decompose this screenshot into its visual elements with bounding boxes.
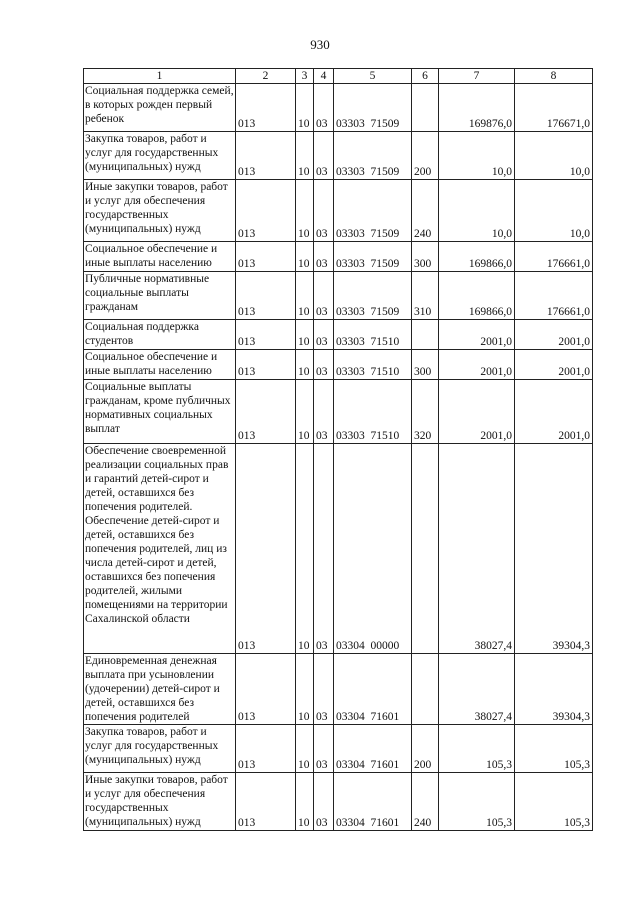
table-row [84, 132, 593, 180]
row-name: Иные закупки товаров, работ и услуг для обеспечения государственных (муниципальных) нужд [84, 180, 236, 242]
row-expense-type-code: 200 [412, 725, 439, 773]
row-section-code: 10 [296, 320, 314, 350]
header-row [84, 69, 593, 84]
row-expense-type-code: 310 [412, 272, 439, 320]
row-section-code: 10 [296, 84, 314, 132]
row-amount-1: 10,0 [439, 180, 515, 242]
row-target-code: 03303 71509 [334, 242, 412, 272]
row-subsection-code: 03 [314, 132, 334, 180]
table-row [84, 654, 593, 725]
row-expense-type-code [412, 444, 439, 654]
row-amount-1: 105,3 [439, 773, 515, 831]
table-row [84, 84, 593, 132]
row-ministry-code: 013 [236, 725, 296, 773]
row-name: Обеспечение своевременной реализации социальных прав и гарантий детей-сирот и детей, оставшихся без попечения родителей. Обеспечение детей-сирот и детей, оставшихся без попечения родителей, лиц из числа детей-сирот и детей, оставшихся без попечения родителей, жилыми помещениями на территории Сахалинской области [84, 444, 236, 654]
row-name: Социальные выплаты гражданам, кроме публичных нормативных социальных выплат [84, 380, 236, 444]
row-ministry-code: 013 [236, 272, 296, 320]
budget-table [83, 68, 593, 831]
column-header: 5 [334, 69, 412, 84]
row-subsection-code: 03 [314, 444, 334, 654]
row-amount-2: 105,3 [515, 773, 593, 831]
row-amount-2: 2001,0 [515, 380, 593, 444]
row-amount-1: 169876,0 [439, 84, 515, 132]
row-section-code: 10 [296, 725, 314, 773]
row-subsection-code: 03 [314, 320, 334, 350]
row-target-code: 03303 71509 [334, 180, 412, 242]
table-row [84, 272, 593, 320]
row-section-code: 10 [296, 380, 314, 444]
row-section-code: 10 [296, 180, 314, 242]
row-expense-type-code: 300 [412, 242, 439, 272]
row-ministry-code: 013 [236, 242, 296, 272]
row-amount-2: 2001,0 [515, 350, 593, 380]
row-ministry-code: 013 [236, 320, 296, 350]
table-body [84, 69, 593, 831]
row-target-code: 03303 71510 [334, 320, 412, 350]
row-expense-type-code [412, 84, 439, 132]
page-number: 930 [310, 37, 330, 52]
row-expense-type-code: 300 [412, 350, 439, 380]
row-amount-2: 176661,0 [515, 272, 593, 320]
row-name: Социальное обеспечение и иные выплаты населению [84, 242, 236, 272]
row-section-code: 10 [296, 242, 314, 272]
row-subsection-code: 03 [314, 180, 334, 242]
row-amount-1: 2001,0 [439, 350, 515, 380]
row-expense-type-code [412, 654, 439, 725]
row-ministry-code: 013 [236, 350, 296, 380]
row-name: Социальное обеспечение и иные выплаты населению [84, 350, 236, 380]
row-subsection-code: 03 [314, 654, 334, 725]
column-header: 1 [84, 69, 236, 84]
row-amount-1: 169866,0 [439, 272, 515, 320]
row-subsection-code: 03 [314, 272, 334, 320]
row-target-code: 03303 71510 [334, 380, 412, 444]
table-row [84, 350, 593, 380]
row-amount-2: 10,0 [515, 180, 593, 242]
row-amount-2: 39304,3 [515, 444, 593, 654]
row-target-code: 03303 71509 [334, 132, 412, 180]
row-expense-type-code: 200 [412, 132, 439, 180]
row-target-code: 03303 71510 [334, 350, 412, 380]
row-name: Публичные нормативные социальные выплаты гражданам [84, 272, 236, 320]
row-amount-2: 176671,0 [515, 84, 593, 132]
table-row [84, 725, 593, 773]
row-amount-1: 38027,4 [439, 654, 515, 725]
row-subsection-code: 03 [314, 350, 334, 380]
row-target-code: 03303 71509 [334, 84, 412, 132]
row-amount-1: 38027,4 [439, 444, 515, 654]
row-name: Закупка товаров, работ и услуг для государственных (муниципальных) нужд [84, 725, 236, 773]
column-header: 6 [412, 69, 439, 84]
row-target-code: 03303 71509 [334, 272, 412, 320]
row-subsection-code: 03 [314, 84, 334, 132]
row-expense-type-code [412, 320, 439, 350]
row-amount-1: 2001,0 [439, 320, 515, 350]
row-subsection-code: 03 [314, 242, 334, 272]
row-ministry-code: 013 [236, 773, 296, 831]
row-subsection-code: 03 [314, 725, 334, 773]
table-row [84, 242, 593, 272]
row-name: Иные закупки товаров, работ и услуг для обеспечения государственных (муниципальных) нужд [84, 773, 236, 831]
row-ministry-code: 013 [236, 444, 296, 654]
row-section-code: 10 [296, 350, 314, 380]
row-amount-1: 105,3 [439, 725, 515, 773]
row-amount-2: 39304,3 [515, 654, 593, 725]
row-name: Закупка товаров, работ и услуг для государственных (муниципальных) нужд [84, 132, 236, 180]
row-subsection-code: 03 [314, 380, 334, 444]
column-header: 2 [236, 69, 296, 84]
table-row [84, 380, 593, 444]
row-expense-type-code: 320 [412, 380, 439, 444]
row-subsection-code: 03 [314, 773, 334, 831]
column-header: 3 [296, 69, 314, 84]
row-section-code: 10 [296, 272, 314, 320]
row-target-code: 03304 00000 [334, 444, 412, 654]
row-amount-2: 2001,0 [515, 320, 593, 350]
row-section-code: 10 [296, 132, 314, 180]
column-header: 7 [439, 69, 515, 84]
row-expense-type-code: 240 [412, 773, 439, 831]
row-amount-2: 10,0 [515, 132, 593, 180]
row-amount-1: 10,0 [439, 132, 515, 180]
row-section-code: 10 [296, 773, 314, 831]
row-section-code: 10 [296, 444, 314, 654]
table-row [84, 320, 593, 350]
row-target-code: 03304 71601 [334, 654, 412, 725]
row-section-code: 10 [296, 654, 314, 725]
table-row [84, 773, 593, 831]
row-amount-1: 2001,0 [439, 380, 515, 444]
table-row [84, 444, 593, 654]
row-expense-type-code: 240 [412, 180, 439, 242]
row-target-code: 03304 71601 [334, 725, 412, 773]
row-amount-2: 176661,0 [515, 242, 593, 272]
column-header: 8 [515, 69, 593, 84]
row-ministry-code: 013 [236, 654, 296, 725]
row-ministry-code: 013 [236, 84, 296, 132]
row-ministry-code: 013 [236, 132, 296, 180]
row-name: Социальная поддержка студентов [84, 320, 236, 350]
row-ministry-code: 013 [236, 180, 296, 242]
row-target-code: 03304 71601 [334, 773, 412, 831]
row-ministry-code: 013 [236, 380, 296, 444]
column-header: 4 [314, 69, 334, 84]
row-name: Социальная поддержка семей, в которых рожден первый ребенок [84, 84, 236, 132]
table-row [84, 180, 593, 242]
row-name: Единовременная денежная выплата при усыновлении (удочерении) детей-сирот и детей, оставшихся без попечения родителей [84, 654, 236, 725]
row-amount-2: 105,3 [515, 725, 593, 773]
row-amount-1: 169866,0 [439, 242, 515, 272]
